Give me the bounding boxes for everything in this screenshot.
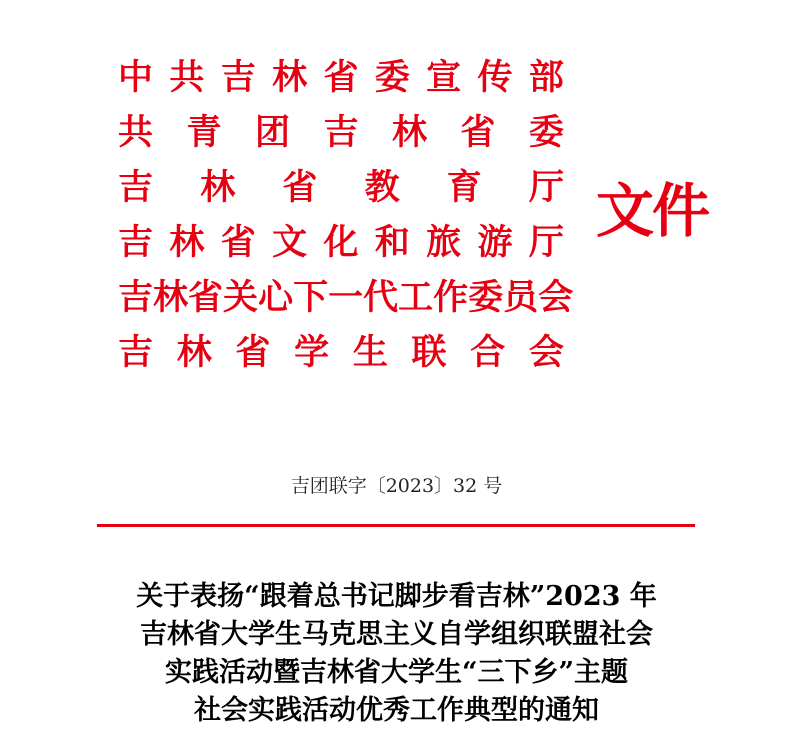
issuer-char: 省 <box>323 57 359 98</box>
issuer-char: 一 <box>328 277 364 318</box>
issuer-char: 和 <box>374 222 410 263</box>
issuer-char: 旅 <box>426 222 462 263</box>
issuer-char: 会 <box>538 277 574 318</box>
issuer-char: 委 <box>374 57 410 98</box>
issuer-line <box>118 50 564 105</box>
title-line: 吉林省大学生马克思主义自学组织联盟社会 <box>140 619 653 650</box>
issuer-char: 林 <box>153 277 189 318</box>
issuer-char: 厅 <box>528 222 564 263</box>
issuer-char: 游 <box>477 222 513 263</box>
issuer-line <box>118 160 564 215</box>
issuer-char: 吉 <box>118 222 154 263</box>
issuer-char: 林 <box>200 167 236 208</box>
issuer-char: 林 <box>176 332 212 373</box>
issuer-char: 吉 <box>118 332 154 373</box>
issuer-char: 传 <box>477 57 513 98</box>
issuer-char: 化 <box>323 222 359 263</box>
issuer-char: 省 <box>188 277 224 318</box>
document-number: 吉团联字〔2023〕32 号 <box>290 475 503 497</box>
issuer-line <box>118 105 564 160</box>
issuer-char: 吉 <box>118 277 154 318</box>
issuer-char: 委 <box>468 277 504 318</box>
document-type-label: 文件 <box>596 177 709 245</box>
issuer-char: 共 <box>118 112 154 153</box>
title-line: 实践活动暨吉林省大学生“三下乡”主题 <box>164 657 629 688</box>
document-title <box>0 578 793 730</box>
issuer-char: 委 <box>528 112 564 153</box>
issuer-char: 青 <box>186 112 222 153</box>
issuer-char: 文 <box>272 222 308 263</box>
issuer-char: 员 <box>503 277 539 318</box>
issuer-char: 教 <box>364 167 400 208</box>
issuer-char: 中 <box>118 57 154 98</box>
issuer-char: 宣 <box>426 57 462 98</box>
issuer-line <box>118 325 564 380</box>
issuer-char: 吉 <box>220 57 256 98</box>
issuer-char: 育 <box>446 167 482 208</box>
issuer-char: 林 <box>169 222 205 263</box>
issuer-char: 生 <box>352 332 388 373</box>
issuer-char: 吉 <box>118 167 154 208</box>
issuer-char: 省 <box>235 332 271 373</box>
issuer-char: 会 <box>528 332 564 373</box>
issuer-char: 联 <box>411 332 447 373</box>
issuer-char: 省 <box>282 167 318 208</box>
issuer-char: 关 <box>223 277 259 318</box>
issuer-char: 部 <box>528 57 564 98</box>
issuer-char: 心 <box>258 277 294 318</box>
issuer-char: 工 <box>398 277 434 318</box>
red-divider-line <box>97 524 695 527</box>
title-line: 社会实践活动优秀工作典型的通知 <box>194 695 599 726</box>
issuer-char: 学 <box>294 332 330 373</box>
issuer-char: 合 <box>470 332 506 373</box>
issuer-char: 林 <box>272 57 308 98</box>
issuer-line <box>118 270 574 325</box>
issuing-organizations <box>118 50 574 380</box>
title-line: 关于表扬“跟着总书记脚步看吉林”2023 年 <box>136 581 657 612</box>
issuer-char: 省 <box>460 112 496 153</box>
issuer-char: 省 <box>220 222 256 263</box>
issuer-char: 林 <box>391 112 427 153</box>
issuer-line <box>118 215 564 270</box>
issuer-char: 共 <box>169 57 205 98</box>
issuer-char: 吉 <box>323 112 359 153</box>
issuer-char: 下 <box>293 277 329 318</box>
issuer-char: 团 <box>254 112 290 153</box>
issuer-char: 代 <box>363 277 399 318</box>
issuer-char: 作 <box>433 277 469 318</box>
issuer-char: 厅 <box>528 167 564 208</box>
